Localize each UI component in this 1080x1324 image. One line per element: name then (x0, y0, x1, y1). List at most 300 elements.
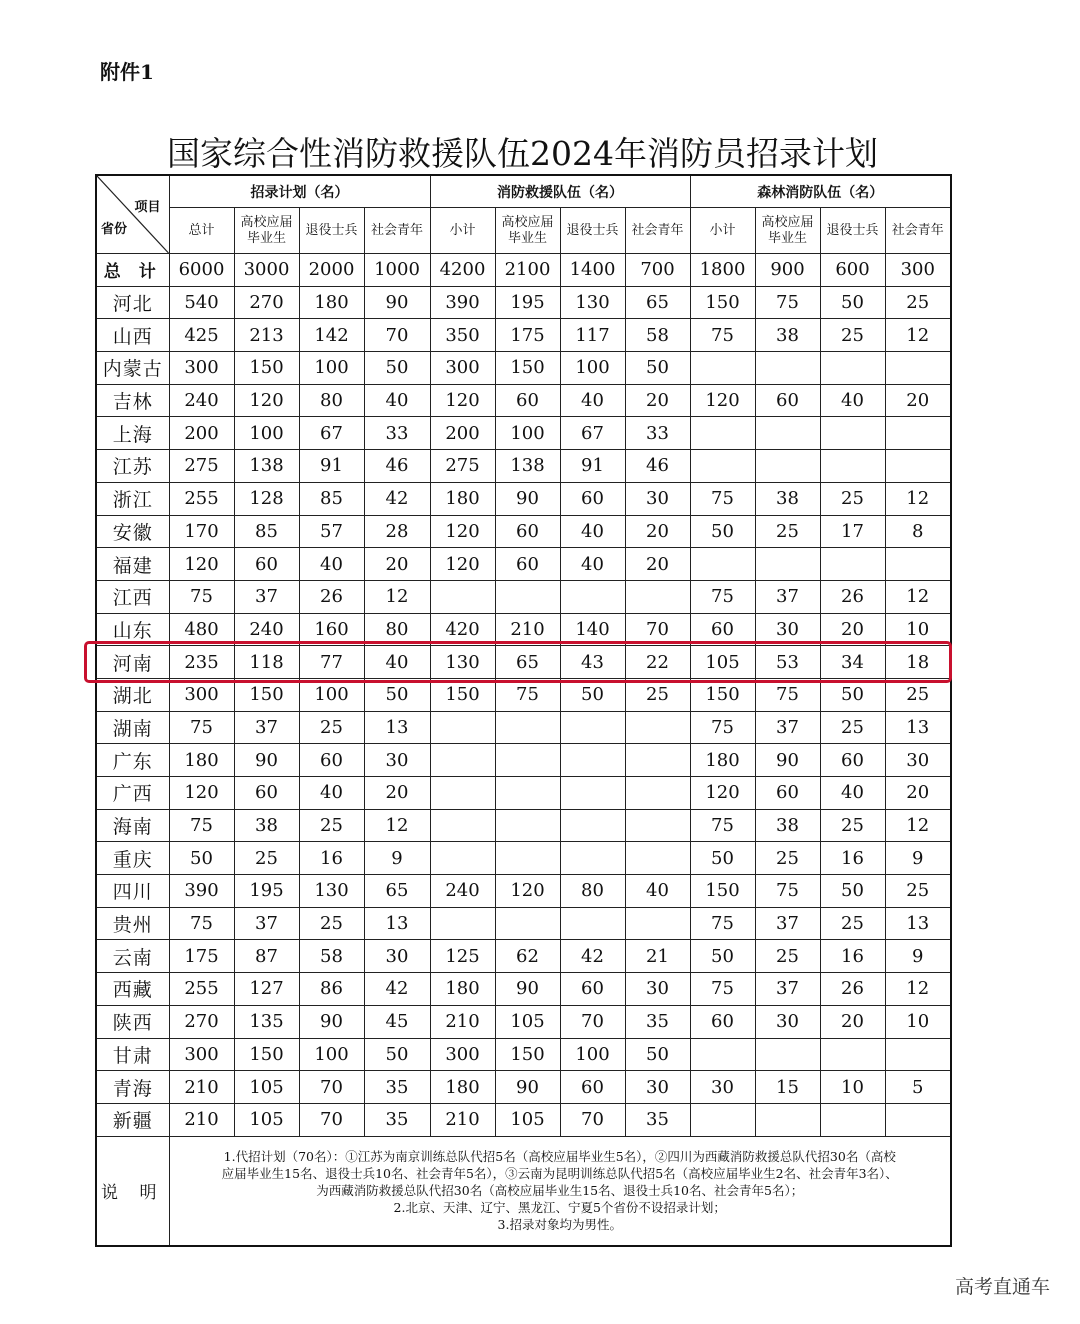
value-cell: 130 (299, 875, 364, 908)
value-cell: 35 (364, 1103, 430, 1136)
value-cell: 120 (234, 384, 299, 417)
value-cell (430, 842, 495, 875)
value-cell: 210 (430, 1103, 495, 1136)
value-cell: 120 (430, 515, 495, 548)
value-cell: 42 (560, 940, 625, 973)
value-cell (560, 744, 625, 777)
value-cell: 60 (234, 548, 299, 581)
value-cell: 150 (495, 1038, 560, 1071)
province-row (96, 1038, 951, 1071)
value-cell: 9 (885, 940, 951, 973)
value-cell: 195 (495, 286, 560, 319)
value-cell: 57 (299, 515, 364, 548)
value-cell: 86 (299, 973, 364, 1006)
value-cell (625, 580, 690, 613)
province-cell: 河南 (96, 646, 169, 679)
value-cell: 10 (885, 1005, 951, 1038)
value-cell: 117 (560, 319, 625, 352)
value-cell: 210 (169, 1071, 234, 1104)
value-cell: 425 (169, 319, 234, 352)
value-cell (625, 809, 690, 842)
value-cell: 130 (560, 286, 625, 319)
value-cell (755, 548, 820, 581)
value-cell: 50 (364, 1038, 430, 1071)
value-cell (625, 744, 690, 777)
province-row (96, 744, 951, 777)
value-cell: 105 (234, 1103, 299, 1136)
value-cell: 210 (495, 613, 560, 646)
value-cell: 128 (234, 482, 299, 515)
subheader-cell: 小计 (690, 208, 755, 254)
value-cell: 75 (755, 286, 820, 319)
value-cell: 21 (625, 940, 690, 973)
corner-province-label: 省份 (101, 222, 128, 237)
province-cell: 总 计 (96, 254, 169, 287)
value-cell: 70 (299, 1071, 364, 1104)
value-cell: 67 (560, 417, 625, 450)
value-cell: 50 (625, 352, 690, 385)
value-cell: 45 (364, 1005, 430, 1038)
value-cell: 50 (690, 515, 755, 548)
value-cell: 35 (625, 1005, 690, 1038)
value-cell: 255 (169, 482, 234, 515)
value-cell: 150 (234, 678, 299, 711)
value-cell: 12 (885, 319, 951, 352)
value-cell: 20 (625, 548, 690, 581)
value-cell (755, 450, 820, 483)
value-cell: 75 (690, 580, 755, 613)
value-cell: 100 (299, 1038, 364, 1071)
province-cell: 云南 (96, 940, 169, 973)
province-cell: 西藏 (96, 973, 169, 1006)
value-cell: 20 (885, 384, 951, 417)
value-cell: 30 (755, 1005, 820, 1038)
value-cell: 37 (755, 711, 820, 744)
province-row (96, 875, 951, 908)
value-cell: 91 (560, 450, 625, 483)
value-cell: 75 (690, 809, 755, 842)
value-cell: 20 (885, 777, 951, 810)
value-cell: 142 (299, 319, 364, 352)
value-cell (885, 548, 951, 581)
value-cell: 17 (820, 515, 885, 548)
value-cell: 40 (820, 777, 885, 810)
value-cell: 20 (820, 613, 885, 646)
attachment-label: 附件1 (100, 60, 154, 84)
value-cell: 42 (364, 973, 430, 1006)
value-cell: 75 (690, 319, 755, 352)
value-cell: 50 (364, 678, 430, 711)
value-cell: 30 (885, 744, 951, 777)
value-cell: 50 (690, 842, 755, 875)
province-row (96, 580, 951, 613)
value-cell: 65 (495, 646, 560, 679)
value-cell: 1000 (364, 254, 430, 287)
value-cell: 12 (885, 580, 951, 613)
value-cell: 12 (364, 809, 430, 842)
value-cell: 138 (234, 450, 299, 483)
value-cell (690, 1038, 755, 1071)
note-row (96, 1136, 951, 1246)
value-cell: 75 (690, 907, 755, 940)
value-cell: 25 (820, 809, 885, 842)
value-cell (430, 777, 495, 810)
value-cell: 105 (690, 646, 755, 679)
province-row (96, 1103, 951, 1136)
value-cell: 180 (430, 482, 495, 515)
value-cell (820, 548, 885, 581)
value-cell: 300 (430, 352, 495, 385)
value-cell: 40 (625, 875, 690, 908)
value-cell: 60 (820, 744, 885, 777)
group-header-plan: 招录计划（名） (169, 175, 430, 208)
province-cell: 上海 (96, 417, 169, 450)
province-row (96, 973, 951, 1006)
value-cell: 25 (755, 515, 820, 548)
value-cell: 85 (299, 482, 364, 515)
value-cell: 40 (299, 548, 364, 581)
value-cell: 255 (169, 973, 234, 1006)
value-cell: 18 (885, 646, 951, 679)
value-cell: 75 (169, 809, 234, 842)
value-cell (430, 580, 495, 613)
value-cell (885, 417, 951, 450)
value-cell (560, 580, 625, 613)
value-cell: 25 (885, 286, 951, 319)
value-cell: 2000 (299, 254, 364, 287)
value-cell: 60 (690, 613, 755, 646)
value-cell: 16 (820, 940, 885, 973)
value-cell: 70 (560, 1103, 625, 1136)
province-row (96, 1071, 951, 1104)
value-cell: 37 (755, 580, 820, 613)
value-cell: 270 (234, 286, 299, 319)
value-cell: 5 (885, 1071, 951, 1104)
value-cell: 13 (885, 907, 951, 940)
province-cell: 四川 (96, 875, 169, 908)
value-cell: 213 (234, 319, 299, 352)
value-cell: 25 (820, 482, 885, 515)
value-cell: 26 (820, 580, 885, 613)
value-cell: 50 (625, 1038, 690, 1071)
value-cell: 100 (299, 678, 364, 711)
province-row (96, 548, 951, 581)
subheader-cell: 社会青年 (885, 208, 951, 254)
value-cell (690, 450, 755, 483)
value-cell: 75 (755, 875, 820, 908)
value-cell: 120 (169, 548, 234, 581)
value-cell: 25 (299, 907, 364, 940)
value-cell: 175 (495, 319, 560, 352)
value-cell: 12 (885, 809, 951, 842)
value-cell: 700 (625, 254, 690, 287)
value-cell: 140 (560, 613, 625, 646)
value-cell: 105 (495, 1103, 560, 1136)
value-cell (560, 842, 625, 875)
province-row (96, 417, 951, 450)
value-cell (560, 711, 625, 744)
value-cell: 85 (234, 515, 299, 548)
value-cell: 80 (364, 613, 430, 646)
value-cell: 75 (495, 678, 560, 711)
value-cell: 40 (560, 548, 625, 581)
province-cell: 重庆 (96, 842, 169, 875)
value-cell: 150 (430, 678, 495, 711)
value-cell: 390 (430, 286, 495, 319)
value-cell: 37 (234, 580, 299, 613)
province-cell: 广东 (96, 744, 169, 777)
value-cell: 37 (755, 907, 820, 940)
value-cell: 37 (234, 711, 299, 744)
value-cell: 90 (234, 744, 299, 777)
value-cell: 90 (299, 1005, 364, 1038)
value-cell: 50 (169, 842, 234, 875)
subheader-cell: 社会青年 (625, 208, 690, 254)
value-cell: 350 (430, 319, 495, 352)
value-cell: 25 (299, 809, 364, 842)
value-cell: 170 (169, 515, 234, 548)
value-cell: 25 (885, 678, 951, 711)
value-cell: 270 (169, 1005, 234, 1038)
value-cell: 40 (364, 646, 430, 679)
value-cell (820, 352, 885, 385)
value-cell: 87 (234, 940, 299, 973)
value-cell: 2100 (495, 254, 560, 287)
province-row (96, 286, 951, 319)
province-row (96, 842, 951, 875)
document-title: 国家综合性消防救援队伍2024年消防员招录计划 (167, 134, 878, 173)
value-cell: 180 (430, 973, 495, 1006)
value-cell: 120 (430, 548, 495, 581)
value-cell (430, 907, 495, 940)
value-cell: 26 (299, 580, 364, 613)
value-cell: 90 (495, 973, 560, 1006)
value-cell: 75 (169, 580, 234, 613)
value-cell: 180 (299, 286, 364, 319)
note-line: 2.北京、天津、辽宁、黑龙江、宁夏5个省份不设招录计划； (393, 1200, 726, 1216)
value-cell: 34 (820, 646, 885, 679)
province-row (96, 777, 951, 810)
value-cell: 150 (495, 352, 560, 385)
province-row (96, 352, 951, 385)
value-cell: 80 (299, 384, 364, 417)
subheader-cell: 退役士兵 (560, 208, 625, 254)
value-cell: 3000 (234, 254, 299, 287)
value-cell: 60 (299, 744, 364, 777)
province-row (96, 711, 951, 744)
value-cell: 30 (364, 940, 430, 973)
value-cell: 75 (690, 482, 755, 515)
province-row (96, 319, 951, 352)
value-cell: 210 (430, 1005, 495, 1038)
value-cell: 100 (560, 352, 625, 385)
value-cell: 300 (169, 1038, 234, 1071)
value-cell: 50 (364, 352, 430, 385)
value-cell: 77 (299, 646, 364, 679)
value-cell: 75 (690, 973, 755, 1006)
value-cell: 65 (625, 286, 690, 319)
value-cell: 135 (234, 1005, 299, 1038)
value-cell: 70 (364, 319, 430, 352)
value-cell: 30 (364, 744, 430, 777)
value-cell: 275 (430, 450, 495, 483)
value-cell (495, 711, 560, 744)
value-cell: 40 (364, 384, 430, 417)
value-cell (495, 842, 560, 875)
value-cell: 50 (820, 286, 885, 319)
note-line: 应届毕业生15名、退役士兵10名、社会青年5名），③云南为昆明训练总队代招5名（高校应届毕业生2名、社会青年3名）、 (221, 1166, 898, 1182)
note-line: 1.代招计划（70名）：①江苏为南京训练总队代招5名（高校应届毕业生5名），②四川为西藏消防救援总队代招30名（高校 (223, 1149, 896, 1165)
subheader-cell: 社会青年 (364, 208, 430, 254)
value-cell: 6000 (169, 254, 234, 287)
value-cell (625, 777, 690, 810)
value-cell: 37 (234, 907, 299, 940)
value-cell: 46 (364, 450, 430, 483)
value-cell (820, 1103, 885, 1136)
value-cell: 60 (560, 1071, 625, 1104)
value-cell: 60 (495, 384, 560, 417)
value-cell: 4200 (430, 254, 495, 287)
value-cell: 20 (364, 777, 430, 810)
province-cell: 陕西 (96, 1005, 169, 1038)
value-cell: 60 (755, 384, 820, 417)
value-cell: 25 (625, 678, 690, 711)
value-cell: 9 (885, 842, 951, 875)
value-cell: 12 (885, 482, 951, 515)
province-cell: 湖北 (96, 678, 169, 711)
value-cell: 25 (885, 875, 951, 908)
value-cell: 43 (560, 646, 625, 679)
value-cell: 42 (364, 482, 430, 515)
value-cell (560, 907, 625, 940)
value-cell: 105 (495, 1005, 560, 1038)
province-cell: 山西 (96, 319, 169, 352)
value-cell: 10 (885, 613, 951, 646)
value-cell: 13 (364, 907, 430, 940)
province-cell: 新疆 (96, 1103, 169, 1136)
value-cell: 100 (234, 417, 299, 450)
province-row (96, 515, 951, 548)
value-cell: 120 (430, 384, 495, 417)
value-cell (820, 450, 885, 483)
province-cell: 内蒙古 (96, 352, 169, 385)
value-cell: 60 (690, 1005, 755, 1038)
value-cell: 50 (690, 940, 755, 973)
value-cell: 13 (885, 711, 951, 744)
value-cell: 75 (755, 678, 820, 711)
subheader-cell: 退役士兵 (820, 208, 885, 254)
value-cell: 25 (234, 842, 299, 875)
value-cell: 40 (820, 384, 885, 417)
value-cell: 40 (299, 777, 364, 810)
value-cell: 30 (755, 613, 820, 646)
value-cell: 25 (755, 842, 820, 875)
subheader-cell: 高校应届毕业生 (755, 208, 820, 254)
province-row (96, 482, 951, 515)
note-text (169, 1136, 951, 1246)
value-cell: 60 (495, 548, 560, 581)
value-cell: 30 (690, 1071, 755, 1104)
value-cell: 62 (495, 940, 560, 973)
value-cell: 20 (820, 1005, 885, 1038)
value-cell: 58 (299, 940, 364, 973)
province-cell: 河北 (96, 286, 169, 319)
value-cell (755, 352, 820, 385)
value-cell: 75 (690, 711, 755, 744)
value-cell: 420 (430, 613, 495, 646)
value-cell: 900 (755, 254, 820, 287)
value-cell: 300 (169, 352, 234, 385)
value-cell (560, 777, 625, 810)
value-cell: 15 (755, 1071, 820, 1104)
province-cell: 安徽 (96, 515, 169, 548)
value-cell: 90 (495, 482, 560, 515)
value-cell: 38 (755, 809, 820, 842)
value-cell: 160 (299, 613, 364, 646)
value-cell: 120 (690, 777, 755, 810)
value-cell: 150 (690, 875, 755, 908)
subheader-cell: 小计 (430, 208, 495, 254)
value-cell: 33 (625, 417, 690, 450)
value-cell: 75 (169, 907, 234, 940)
value-cell: 150 (690, 286, 755, 319)
value-cell: 1400 (560, 254, 625, 287)
value-cell: 70 (625, 613, 690, 646)
value-cell: 240 (430, 875, 495, 908)
value-cell (885, 1038, 951, 1071)
value-cell: 91 (299, 450, 364, 483)
value-cell (820, 1038, 885, 1071)
value-cell (820, 417, 885, 450)
value-cell: 150 (234, 352, 299, 385)
value-cell: 138 (495, 450, 560, 483)
value-cell: 100 (495, 417, 560, 450)
group-header-forest-fire: 森林消防队伍（名） (690, 175, 951, 208)
note-label: 说 明 (96, 1136, 169, 1246)
province-cell: 广西 (96, 777, 169, 810)
corner-item-label: 项目 (134, 200, 161, 215)
value-cell (755, 1038, 820, 1071)
value-cell: 50 (560, 678, 625, 711)
value-cell: 37 (755, 973, 820, 1006)
value-cell (885, 352, 951, 385)
value-cell: 180 (169, 744, 234, 777)
value-cell: 60 (234, 777, 299, 810)
value-cell: 150 (234, 1038, 299, 1071)
province-row (96, 678, 951, 711)
value-cell: 180 (430, 1071, 495, 1104)
value-cell: 40 (560, 384, 625, 417)
value-cell: 12 (364, 580, 430, 613)
value-cell (625, 711, 690, 744)
value-cell: 70 (299, 1103, 364, 1136)
value-cell: 118 (234, 646, 299, 679)
value-cell: 1800 (690, 254, 755, 287)
value-cell: 33 (364, 417, 430, 450)
value-cell (430, 711, 495, 744)
value-cell: 100 (299, 352, 364, 385)
value-cell (625, 907, 690, 940)
value-cell: 275 (169, 450, 234, 483)
province-row (96, 613, 951, 646)
value-cell: 12 (885, 973, 951, 1006)
value-cell: 20 (625, 384, 690, 417)
value-cell: 300 (169, 678, 234, 711)
value-cell: 300 (885, 254, 951, 287)
value-cell: 9 (364, 842, 430, 875)
value-cell: 80 (560, 875, 625, 908)
value-cell (560, 809, 625, 842)
